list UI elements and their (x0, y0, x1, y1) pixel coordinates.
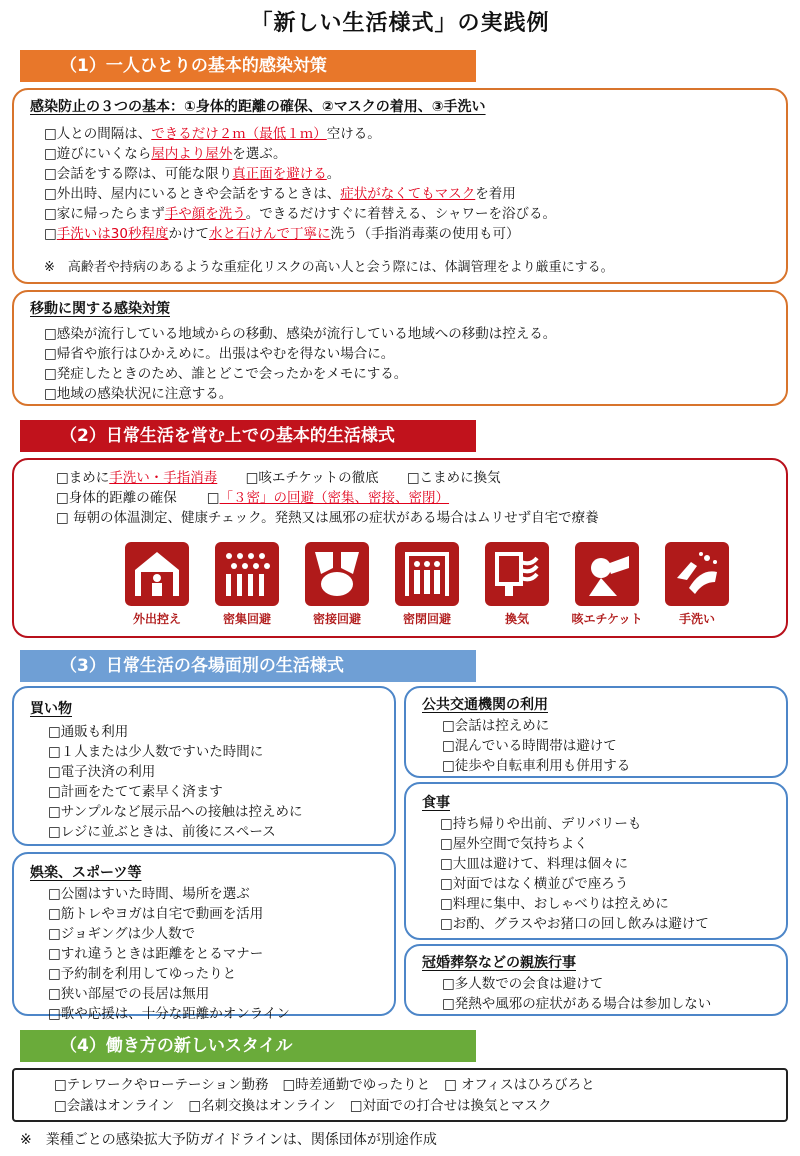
travel-measures-box (12, 290, 788, 406)
list-item: □レジに並ぶときは、前後にスペース (48, 824, 276, 840)
list-item: □計画をたてて素早く済ます (48, 784, 223, 800)
work-style-box (12, 1068, 788, 1122)
list-item: □外出時、屋内にいるときや会話をするときは、症状がなくてもマスクを着用 (44, 186, 516, 202)
list-item: □多人数での会食は避けて (442, 976, 604, 992)
crowd-icon (215, 542, 279, 606)
meal-title: 食事 (422, 795, 450, 811)
list-item: □発熱や風邪の症状がある場合は参加しない (442, 996, 712, 1012)
cough-etiquette-icon (575, 542, 639, 606)
shopping-list (48, 722, 303, 842)
section-1-header: （1）一人ひとりの基本的感染対策 (20, 50, 476, 82)
list-item: □家に帰ったらまず手や顔を洗う。できるだけすぐに着替える、シャワーを浴びる。 (44, 206, 556, 222)
section-4-header: （4）働き方の新しいスタイル (20, 1030, 476, 1062)
list-item: □公園はすいた時間、場所を選ぶ (48, 886, 250, 902)
pictogram-label: 外出控え (132, 612, 181, 626)
ventilation-icon (485, 542, 549, 606)
list-item: □１人または少人数ですいた時間に (48, 744, 264, 760)
shopping-title: 買い物 (30, 701, 72, 717)
pictogram-label: 換気 (504, 612, 529, 626)
pictogram-label: 手洗い (678, 612, 715, 626)
pictogram-label: 密閉回避 (402, 612, 451, 626)
list-item: □大皿は避けて、料理は個々に (440, 856, 628, 872)
travel-measures-list (44, 324, 556, 404)
list-item: □会話をする際は、可能な限り真正面を避ける。 (44, 166, 341, 182)
high-risk-note: ※ 高齢者や持病のあるような重症化リスクの高い人と会う際には、体調管理をより厳重にする。 (44, 260, 614, 275)
leisure-list (48, 884, 290, 1024)
travel-measures-title: 移動に関する感染対策 (30, 301, 170, 317)
handwash-icon (665, 542, 729, 606)
pictogram-row (112, 542, 732, 632)
ceremony-list (442, 974, 711, 1014)
list-item: □会話は控えめに (442, 718, 550, 734)
section-2-header: （2）日常生活を営む上での基本的生活様式 (20, 420, 476, 452)
meal-list (440, 814, 709, 934)
work-row-2: □会議はオンライン □名刺交換はオンライン □対面での打合せは換気とマスク (54, 1098, 552, 1114)
daily-row-3: □ 毎朝の体温測定、健康チェック。発熱又は風邪の症状がある場合はムリせず自宅で療養 (56, 510, 599, 526)
closed-room-icon (395, 542, 459, 606)
pictogram-label: 咳エチケット (571, 612, 643, 626)
ceremony-title: 冠婚葬祭などの親族行事 (422, 955, 576, 971)
list-item: □狭い部屋での長居は無用 (48, 986, 210, 1002)
list-item: □予約制を利用してゆったりと (48, 966, 237, 982)
daily-life-box (12, 458, 788, 638)
house-person-icon (125, 542, 189, 606)
list-item: □対面ではなく横並びで座ろう (440, 876, 629, 892)
list-item: □持ち帰りや出前、デリバリーも (440, 816, 642, 832)
list-item: □帰省や旅行はひかえめに。出張はやむを得ない場合に。 (44, 346, 395, 362)
list-item: □混んでいる時間帯は避けて (442, 738, 617, 754)
meal-box (404, 782, 788, 940)
list-item: □すれ違うときは距離をとるマナー (48, 946, 264, 962)
list-item: □ジョギングは少人数で (48, 926, 196, 942)
leisure-title: 娯楽、スポーツ等 (30, 865, 142, 881)
list-item: □料理に集中、おしゃべりは控えめに (440, 896, 669, 912)
transit-title: 公共交通機関の利用 (422, 697, 548, 713)
list-item: □電子決済の利用 (48, 764, 156, 780)
list-item: □感染が流行している地域からの移動、感染が流行している地域への移動は控える。 (44, 326, 557, 342)
work-row-1: □テレワークやローテーション勤務 □時差通勤でゆったりと □ オフィスはひろびろと (54, 1077, 595, 1093)
list-item: □徒歩や自転車利用も併用する (442, 758, 631, 774)
daily-row-1: □まめに手洗い・手指消毒 □咳エチケットの徹底 □こまめに換気 (56, 470, 501, 486)
list-item: □地域の感染状況に注意する。 (44, 386, 233, 402)
pictogram-label: 密接回避 (312, 612, 361, 626)
face-to-face-icon (305, 542, 369, 606)
ceremony-box (404, 944, 788, 1016)
list-item: □通販も利用 (48, 724, 129, 740)
leisure-box (12, 852, 396, 1022)
list-item: □人との間隔は、できるだけ２ｍ（最低１ｍ）空ける。 (44, 126, 381, 142)
list-item: □発症したときのため、誰とどこで会ったかをメモにする。 (44, 366, 408, 382)
list-item: □サンプルなど展示品への接触は控えめに (48, 804, 303, 820)
page-title: 「新しい生活様式」の実践例 (250, 11, 550, 36)
list-item: □屋外空間で気持ちよく (440, 836, 588, 852)
basic-measures-list (44, 124, 556, 244)
list-item: □お酌、グラスやお猪口の回し飲みは避けて (440, 916, 709, 932)
basic-measures-title: 感染防止の３つの基本：①身体的距離の確保、②マスクの着用、③手洗い (30, 99, 486, 115)
daily-row-2: □身体的距離の確保 □「３密」の回避（密集、密接、密閉） (56, 490, 450, 506)
transit-box (404, 686, 788, 778)
footer-note: ※ 業種ごとの感染拡大予防ガイドラインは、関係団体が別途作成 (20, 1132, 437, 1148)
list-item: □遊びにいくなら屋内より屋外を選ぶ。 (44, 146, 287, 162)
pictogram-label: 密集回避 (222, 612, 271, 626)
section-3-header: （3）日常生活の各場面別の生活様式 (20, 650, 476, 682)
basic-measures-box (12, 88, 788, 284)
transit-list (442, 716, 630, 776)
list-item: □手洗いは30秒程度かけて水と石けんで丁寧に洗う（手指消毒薬の使用も可） (44, 226, 520, 242)
list-item: □筋トレやヨガは自宅で動画を活用 (48, 906, 264, 922)
shopping-box (12, 686, 396, 846)
list-item: □歌や応援は、十分な距離かオンライン (48, 1006, 290, 1022)
